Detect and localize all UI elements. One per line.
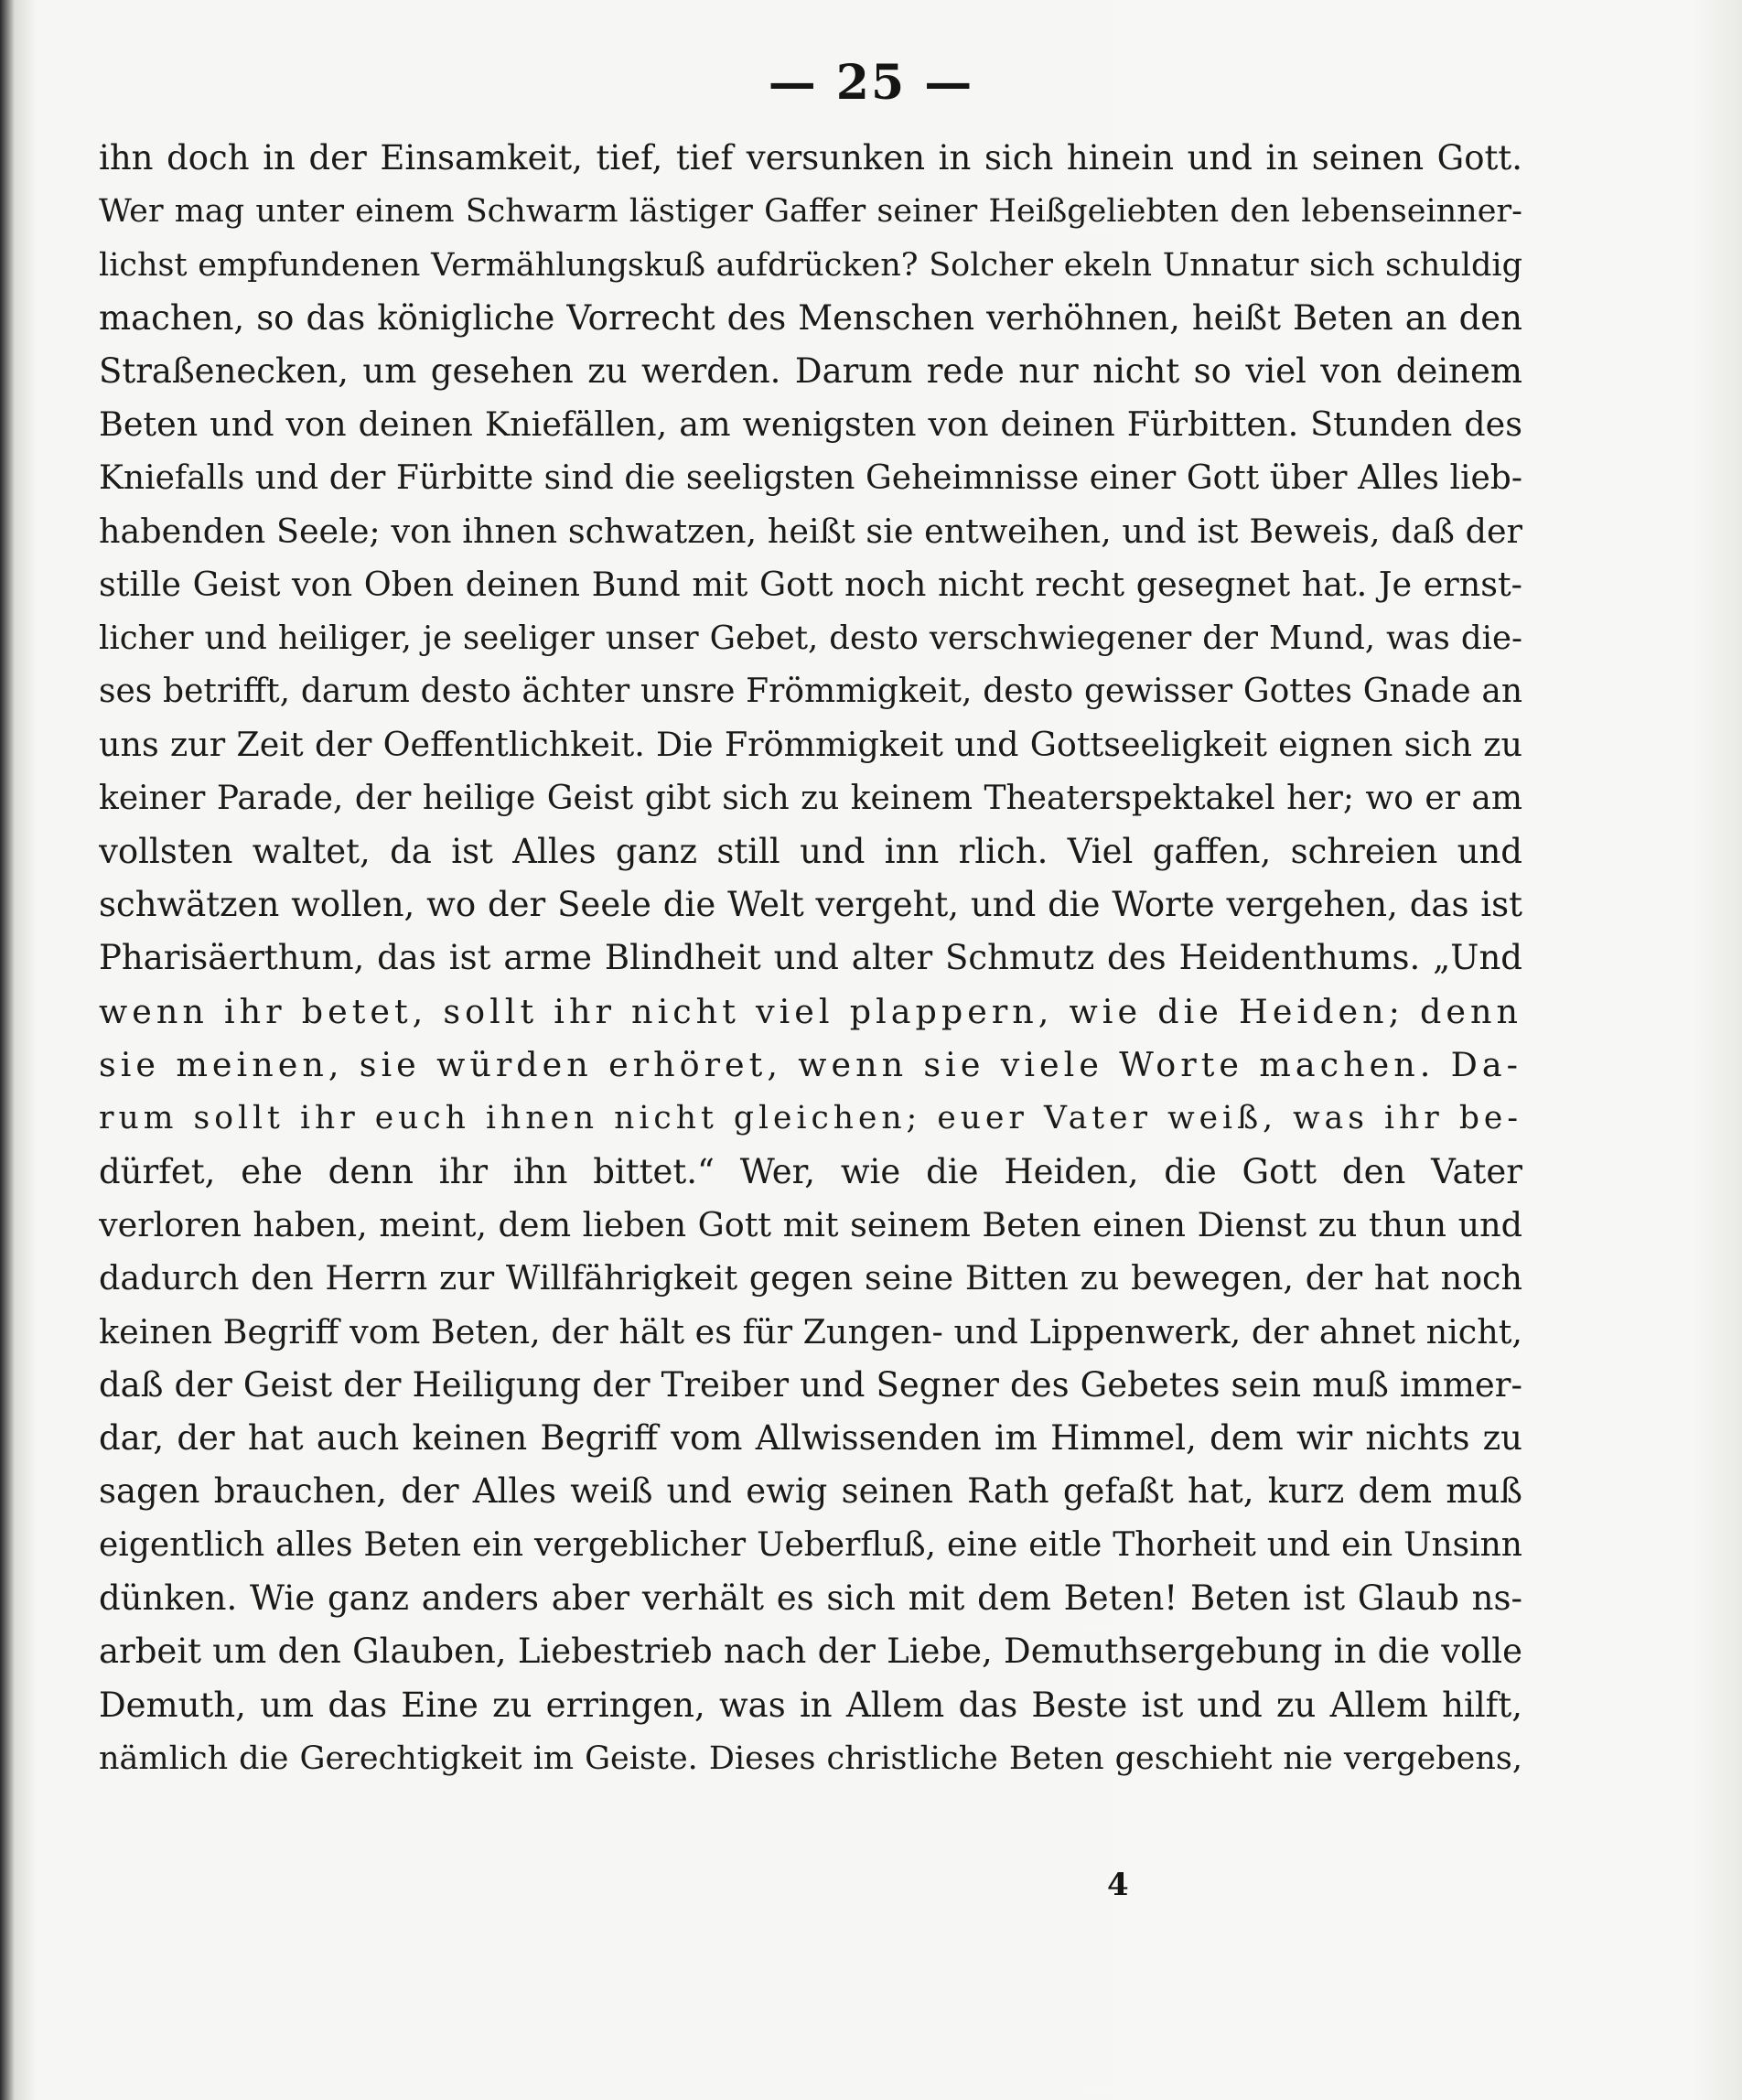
- text-line: stille Geist von Oben deinen Bund mit Gott noch nicht recht gesegnet hat. Je ernst-: [99, 565, 1522, 605]
- text-line: dar, der hat auch keinen Begriff vom Allwissenden im Himmel, dem wir nichts zu: [99, 1418, 1522, 1459]
- text-line: arbeit um den Glauben, Liebestrieb nach der Liebe, Demuthsergebung in die volle: [99, 1632, 1522, 1672]
- text-line: nämlich die Gerechtigkeit im Geiste. Dieses christliche Beten geschieht nie vergebens,: [99, 1739, 1522, 1777]
- text-line: dünken. Wie ganz anders aber verhält es sich mit dem Beten! Beten ist Glaub ns-: [99, 1578, 1522, 1619]
- text-line: lichst empfundenen Vermählungskuß aufdrücken? Solcher ekeln Unnatur sich schuldig: [99, 246, 1522, 284]
- text-line: verloren haben, meint, dem lieben Gott mit seinem Beten einen Dienst zu thun und: [99, 1204, 1522, 1244]
- quoted-text-line: wenn ihr betet, sollt ihr nicht viel plappern, wie die Heiden; denn: [99, 991, 1522, 1031]
- text-line: dadurch den Herrn zur Willfährigkeit gegen seine Bitten zu bewegen, der hat noch: [99, 1258, 1522, 1298]
- text-line: Wer mag unter einem Schwarm lästiger Gaffer seiner Heißgeliebten den lebenseinner-: [99, 193, 1522, 231]
- signature-mark: 4: [1107, 1867, 1129, 1903]
- text-line: keinen Begriff vom Beten, der hält es für Zungen- und Lippenwerk, der ahnet nicht,: [99, 1311, 1522, 1352]
- text-line: machen, so das königliche Vorrecht des Menschen verhöhnen, heißt Beten an den: [99, 297, 1522, 338]
- text-line: eigentlich alles Beten ein vergeblicher Ueberfluß, eine eitle Thorheit und ein Unsinn: [99, 1525, 1522, 1564]
- text-line: Kniefalls und der Fürbitte sind die seeligsten Geheimnisse einer Gott über Alles lieb-: [99, 458, 1522, 497]
- text-line: habenden Seele; von ihnen schwatzen, heißt sie entweihen, und ist Beweis, daß der: [99, 512, 1522, 552]
- text-line: uns zur Zeit der Oeffentlichkeit. Die Frömmigkeit und Gottseeligkeit eignen sich zu: [99, 725, 1522, 765]
- text-line: ses betrifft, darum desto ächter unsre Frömmigkeit, desto gewisser Gottes Gnade an: [99, 672, 1522, 710]
- text-line: Beten und von deinen Kniefällen, am wenigsten von deinen Fürbitten. Stunden des: [99, 404, 1522, 445]
- text-line: vollsten waltet, da ist Alles ganz still und inn rlich. Viel gaffen, schreien und: [99, 831, 1522, 871]
- text-line: daß der Geist der Heiligung der Treiber und Segner des Gebetes sein muß immer-: [99, 1364, 1522, 1405]
- text-line: ihn doch in der Einsamkeit, tief, tief versunken in sich hinein und in seinen Gott.: [99, 138, 1522, 178]
- text-line: dürfet, ehe denn ihr ihn bittet.“ Wer, wie die Heiden, die Gott den Vater: [99, 1151, 1522, 1191]
- page-number: — 25 —: [768, 55, 974, 111]
- text-line: schwätzen wollen, wo der Seele die Welt vergeht, und die Worte vergehen, das ist: [99, 885, 1522, 925]
- body-text: [99, 132, 1522, 1785]
- quoted-text-line: rum sollt ihr euch ihnen nicht gleichen; euer Vater weiß, was ihr be-: [99, 1100, 1522, 1137]
- text-line: licher und heiliger, je seeliger unser Gebet, desto verschwiegener der Mund, was die-: [99, 619, 1522, 657]
- text-line: sagen brauchen, der Alles weiß und ewig seinen Rath gefaßt hat, kurz dem muß: [99, 1471, 1522, 1512]
- text-line: Straßenecken, um gesehen zu werden. Darum rede nur nicht so viel von deinem: [99, 351, 1522, 392]
- quoted-text-line: sie meinen, sie würden erhöret, wenn sie viele Worte machen. Da-: [99, 1045, 1522, 1085]
- text-line: Demuth, um das Eine zu erringen, was in Allem das Beste ist und zu Allem hilft,: [99, 1685, 1522, 1725]
- text-line: Pharisäerthum, das ist arme Blindheit und alter Schmutz des Heidenthums. „Und: [99, 938, 1522, 978]
- text-line: keiner Parade, der heilige Geist gibt sich zu keinem Theaterspektakel her; wo er am: [99, 779, 1522, 817]
